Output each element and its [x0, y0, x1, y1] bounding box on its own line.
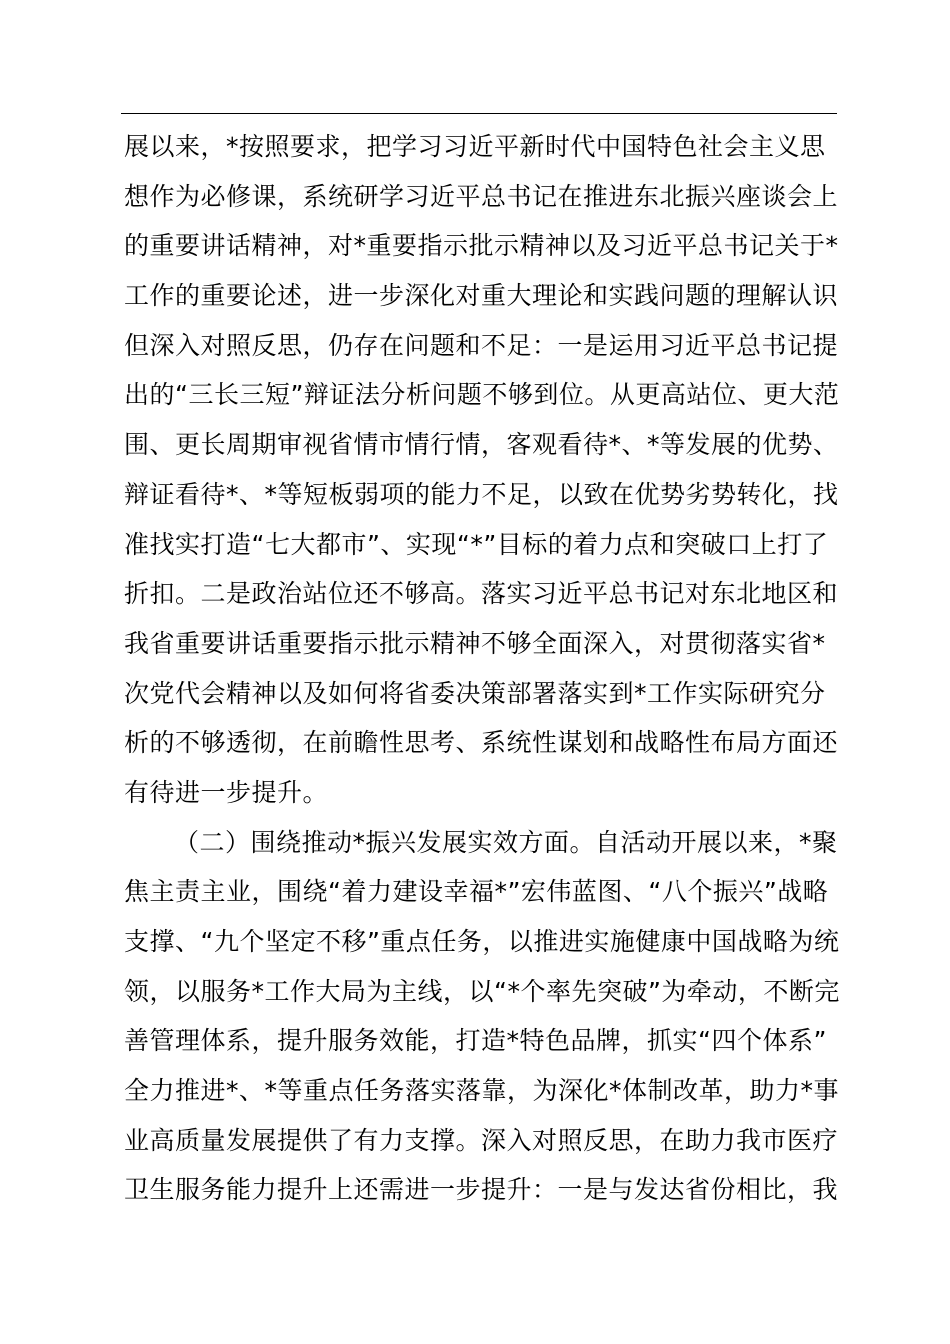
text-line: 领，以服务*工作大局为主线，以“*个率先突破”为牵动，不断完 [124, 976, 840, 1006]
text-line: 业高质量发展提供了有力支撑。深入对照反思，在助力我市医疗 [124, 1125, 839, 1155]
text-line: 的重要讲话精神，对*重要指示批示精神以及习近平总书记关于* [124, 231, 839, 261]
text-line: 支撑、“九个坚定不移”重点任务，以推进实施健康中国战略为统 [124, 927, 840, 956]
section-heading-line: （二）围绕推动*振兴发展实效方面。自活动开展以来，*聚 [174, 827, 838, 857]
text-line: 全力推进*、*等重点任务落实落靠，为深化*体制改革，助力*事 [124, 1076, 840, 1106]
text-line: 辩证看待*、*等短板弱项的能力不足，以致在优势劣势转化，找 [124, 479, 839, 509]
text-line: 展以来，*按照要求，把学习习近平新时代中国特色社会主义思 [124, 132, 826, 161]
text-line: 想作为必修课，系统研学习近平总书记在推进东北振兴座谈会上 [124, 181, 839, 211]
text-line: 出的“三长三短”辩证法分析问题不够到位。从更高站位、更大范 [124, 380, 840, 410]
text-line: 我省重要讲话重要指示批示精神不够全面深入，对贯彻落实省* [124, 628, 826, 658]
text-line: 次党代会精神以及如何将省委决策部署落实到*工作实际研究分 [124, 678, 826, 708]
body-text [124, 122, 844, 1215]
text-line: 析的不够透彻，在前瞻性思考、系统性谋划和战略性布局方面还 [124, 728, 839, 758]
text-line: 准找实打造“七大都市”、实现“*”目标的着力点和突破口上打了 [124, 529, 829, 559]
text-line: 工作的重要论述，进一步深化对重大理论和实践问题的理解认识 [124, 281, 839, 311]
header-rule [121, 113, 837, 114]
text-line: 但深入对照反思，仍存在问题和不足：一是运用习近平总书记提 [124, 330, 839, 360]
text-line: 围、更长周期审视省情市情行情，客观看待*、*等发展的优势、 [124, 430, 839, 460]
text-line: 卫生服务能力提升上还需进一步提升：一是与发达省份相比，我 [124, 1175, 839, 1205]
text-line: 折扣。二是政治站位还不够高。落实习近平总书记对东北地区和 [124, 579, 839, 609]
text-line: 焦主责主业，围绕“着力建设幸福*”宏伟蓝图、“八个振兴”战略 [124, 877, 829, 907]
text-line: 善管理体系，提升服务效能，打造*特色品牌，抓实“四个体系” [124, 1026, 827, 1056]
text-line: 有待进一步提升。 [124, 777, 329, 807]
